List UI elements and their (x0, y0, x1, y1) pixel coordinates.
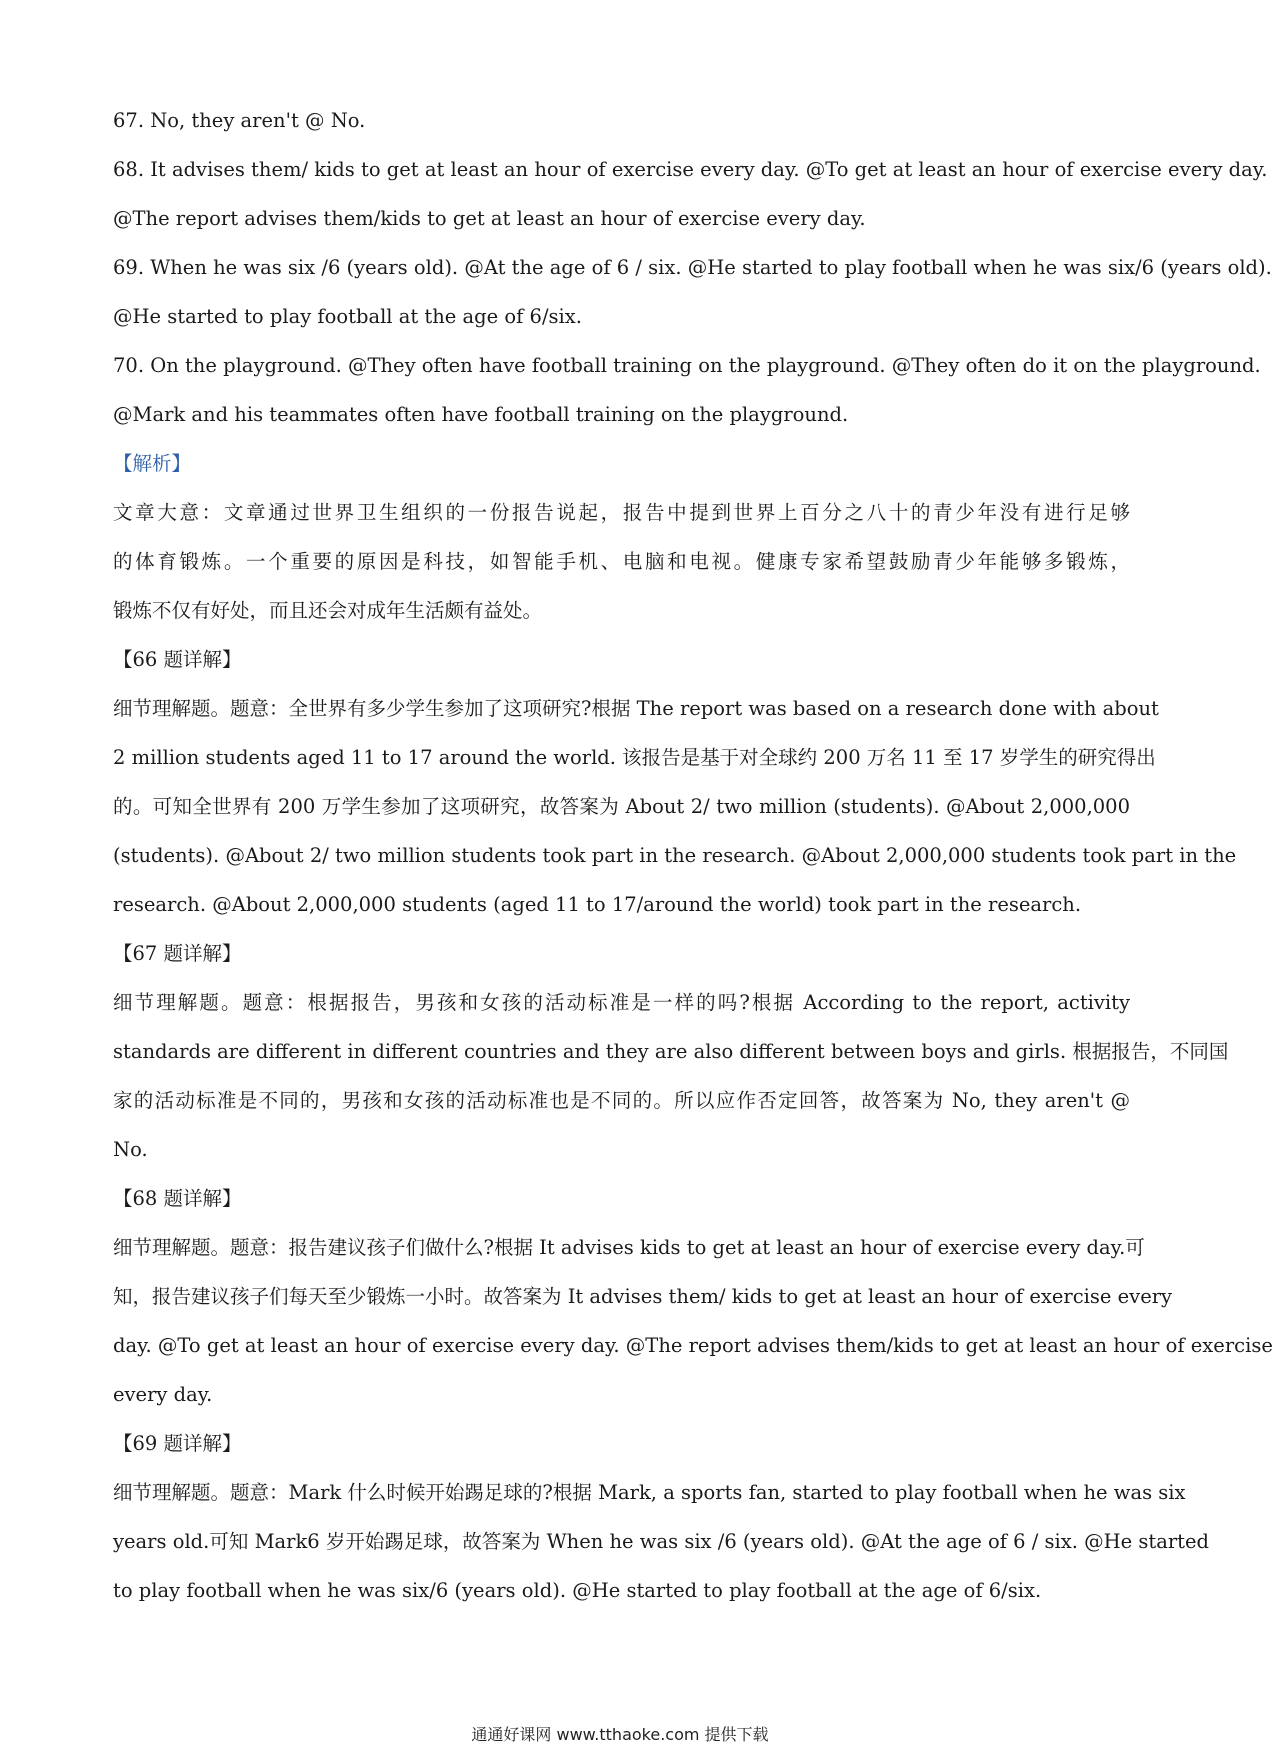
text-line: standards are different in different countries and they are also different between boys and girls. 根据报告，不同国 (113, 1040, 1229, 1063)
text-line: 文章大意：文章通过世界卫生组织的一份报告说起，报告中提到世界上百分之八十的青少年没有进行足够 (113, 501, 1130, 524)
text-line: research. @About 2,000,000 students (aged 11 to 17/around the world) took part in the research. (113, 893, 1082, 916)
text-line: 细节理解题。题意：Mark 什么时候开始踢足球的?根据 Mark, a sports fan, started to play football when he was six (113, 1481, 1186, 1504)
text-line: 家的活动标准是不同的，男孩和女孩的活动标准也是不同的。所以应作否定回答，故答案为 No, they aren't @ (113, 1089, 1130, 1112)
text-line: @The report advises them/kids to get at least an hour of exercise every day. (113, 207, 866, 230)
text-line: @Mark and his teammates often have football training on the playground. (113, 403, 849, 426)
text-line: 67. No, they aren't @ No. (113, 109, 366, 132)
text-line: 【66 题详解】 (113, 648, 242, 671)
text-line: 细节理解题。题意：全世界有多少学生参加了这项研究?根据 The report was based on a research done with about (113, 697, 1159, 720)
text-line: years old.可知 Mark6 岁开始踢足球，故答案为 When he was six /6 (years old). @At the age of 6 / six. @He started (113, 1530, 1210, 1553)
text-line: 69. When he was six /6 (years old). @At the age of 6 / six. @He started to play football when he was six/6 (years old). (113, 256, 1272, 279)
page-footer: 通通好课网 www.tthaoke.com 提供下载 (471, 1725, 769, 1744)
document-page (113, 96, 1273, 1615)
text-line: to play football when he was six/6 (years old). @He started to play football at the age of 6/six. (113, 1579, 1042, 1602)
text-line: 锻炼不仅有好处，而且还会对成年生活颇有益处。 (113, 599, 543, 622)
text-line: 68. It advises them/ kids to get at least an hour of exercise every day. @To get at least an hour of exercise every day. (113, 158, 1268, 181)
text-line: every day. (113, 1383, 213, 1406)
text-line: (students). @About 2/ two million students took part in the research. @About 2,000,000 students took part in the (113, 844, 1237, 867)
text-line: @He started to play football at the age of 6/six. (113, 305, 582, 328)
text-line: 【69 题详解】 (113, 1432, 242, 1455)
text-line: 2 million students aged 11 to 17 around the world. 该报告是基于对全球约 200 万名 11 至 17 岁学生的研究得出 (113, 746, 1156, 769)
text-line: day. @To get at least an hour of exercise every day. @The report advises them/kids to get at least an hour of exercise (113, 1334, 1273, 1357)
text-line: No. (113, 1138, 148, 1161)
text-line: 【67 题详解】 (113, 942, 242, 965)
text-line: 知，报告建议孩子们每天至少锻炼一小时。故答案为 It advises them/ kids to get at least an hour of exercise every (113, 1285, 1173, 1308)
text-line: 的体育锻炼。一个重要的原因是科技，如智能手机、电脑和电视。健康专家希望鼓励青少年能够多锻炼， (113, 550, 1130, 573)
text-line: 细节理解题。题意：报告建议孩子们做什么?根据 It advises kids to get at least an hour of exercise every day.可 (113, 1236, 1145, 1259)
text-line: 【68 题详解】 (113, 1187, 242, 1210)
text-line: 细节理解题。题意：根据报告，男孩和女孩的活动标准是一样的吗?根据 According to the report, activity (113, 991, 1130, 1014)
section-heading-jiexi: 【解析】 (113, 452, 192, 475)
text-line: 的。可知全世界有 200 万学生参加了这项研究，故答案为 About 2/ two million (students). @About 2,000,000 (113, 795, 1130, 818)
text-line: 70. On the playground. @They often have football training on the playground. @They often do it on the playground. (113, 354, 1261, 377)
